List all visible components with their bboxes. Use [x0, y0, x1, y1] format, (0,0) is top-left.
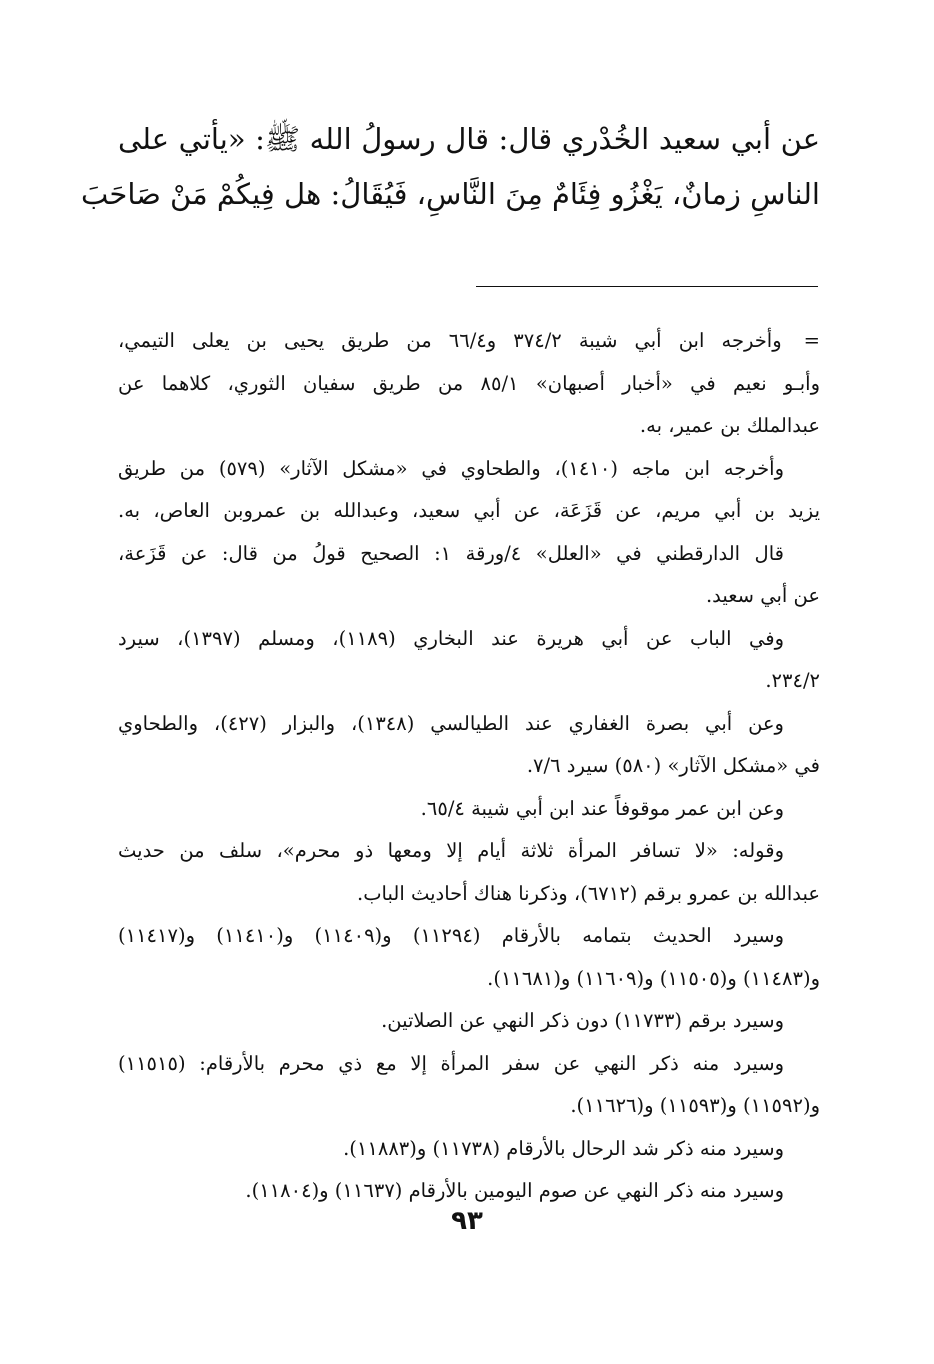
footnote-line: وعن أبي بصرة الغفاري عند الطيالسي (١٣٤٨)، والبزار (٤٢٧)، والطحاوي — [118, 711, 784, 735]
footnote-line: وعن ابن عمر موقوفاً عند ابن أبي شيبة ٦٥/٤. — [420, 796, 784, 820]
footnote-line: و(١١٥٩٢) و(١١٥٩٣) و(١١٦٢٦). — [570, 1094, 820, 1117]
footnote-line: وفي الباب عن أبي هريرة عند البخاري (١١٨٩)، ومسلم (١٣٩٧)، سيرد — [118, 626, 784, 650]
main-text-line: الناسِ زمانٌ، يَغْزُو فِئَامٌ مِنَ النَّاسِ، فَيُقَالُ: هل فِيكُمْ مَنْ صَاحَبَ — [80, 177, 820, 211]
footnote-line: ٢٣٤/٢. — [765, 669, 820, 692]
footnote-line: في «مشكل الآثار» (٥٨٠) سيرد ٧/٦. — [526, 754, 820, 777]
footnote-line: وسيرد منه ذكر النهي عن سفر المرأة إلا مع ذي محرم بالأرقام: (١١٥١٥) — [118, 1051, 784, 1075]
footnote-line: عبدالملك بن عمير، به. — [639, 414, 820, 437]
footnote-line: وأبـو نعيم في «أخبار أصبهان» ٨٥/١ من طريق سفيان الثوري، كلاهما عن — [118, 371, 820, 395]
footnote-line: عن أبي سعيد. — [705, 584, 820, 607]
footnote-separator — [476, 286, 818, 287]
footnote-line — [118, 320, 820, 363]
footnote-line: وسيرد الحديث بتمامه بالأرقام (١١٢٩٤) و(١١٤٠٩) و(١١٤١٠) و(١١٤١٧) — [118, 924, 784, 947]
footnote-line: وسيرد منه ذكر شد الرحال بالأرقام (١١٧٣٨) و(١١٨٨٣). — [343, 1136, 784, 1160]
footnote-line: يزيد بن أبي مريم، عن قَزَعَة، عن أبي سعيد، وعبدالله بن عمروبن العاص، به. — [118, 499, 820, 522]
footnote-line: وسيرد برقم (١١٧٣٣) دون ذكر النهي عن الصلاتين. — [381, 1009, 784, 1032]
footnote-line-text: وأخرجه ابن أبي شيبة ٣٧٤/٢ و٦٦/٤ من طريق يحيى بن يعلى التيمي، — [118, 329, 782, 352]
footnote-line: وأخرجه ابن ماجه (١٤١٠)، والطحاوي في «مشكل الآثار» (٥٧٩) من طريق — [118, 456, 785, 480]
footnotes-block — [118, 320, 820, 1213]
footnote-line: وقوله: «لا تسافر المرأة ثلاثة أيام إلا ومعها ذو محرم»، سلف من حديث — [118, 839, 784, 862]
main-hadith-text — [80, 112, 820, 222]
footnote-line: و(١١٤٨٣) و(١١٥٠٥) و(١١٦٠٩) و(١١٦٨١). — [487, 966, 820, 990]
footnote-line: وسيرد منه ذكر النهي عن صوم اليومين بالأرقام (١١٦٣٧) و(١١٨٠٤). — [245, 1179, 784, 1202]
continuation-marker: = — [803, 329, 820, 352]
page-number: ٩٣ — [451, 1206, 483, 1236]
footnote-line: قال الدارقطني في «العلل» ٤/ورقة ١: الصحيح قولُ من قال: عن قَزَعة، — [118, 541, 784, 565]
main-text-line: عن أبي سعيد الخُدْري قال: قال رسولُ الله ﷺ: «يأتي على — [118, 122, 820, 156]
footnote-line: عبدالله بن عمرو برقم (٦٧١٢)، وذكرنا هناك أحاديث الباب. — [357, 881, 820, 905]
